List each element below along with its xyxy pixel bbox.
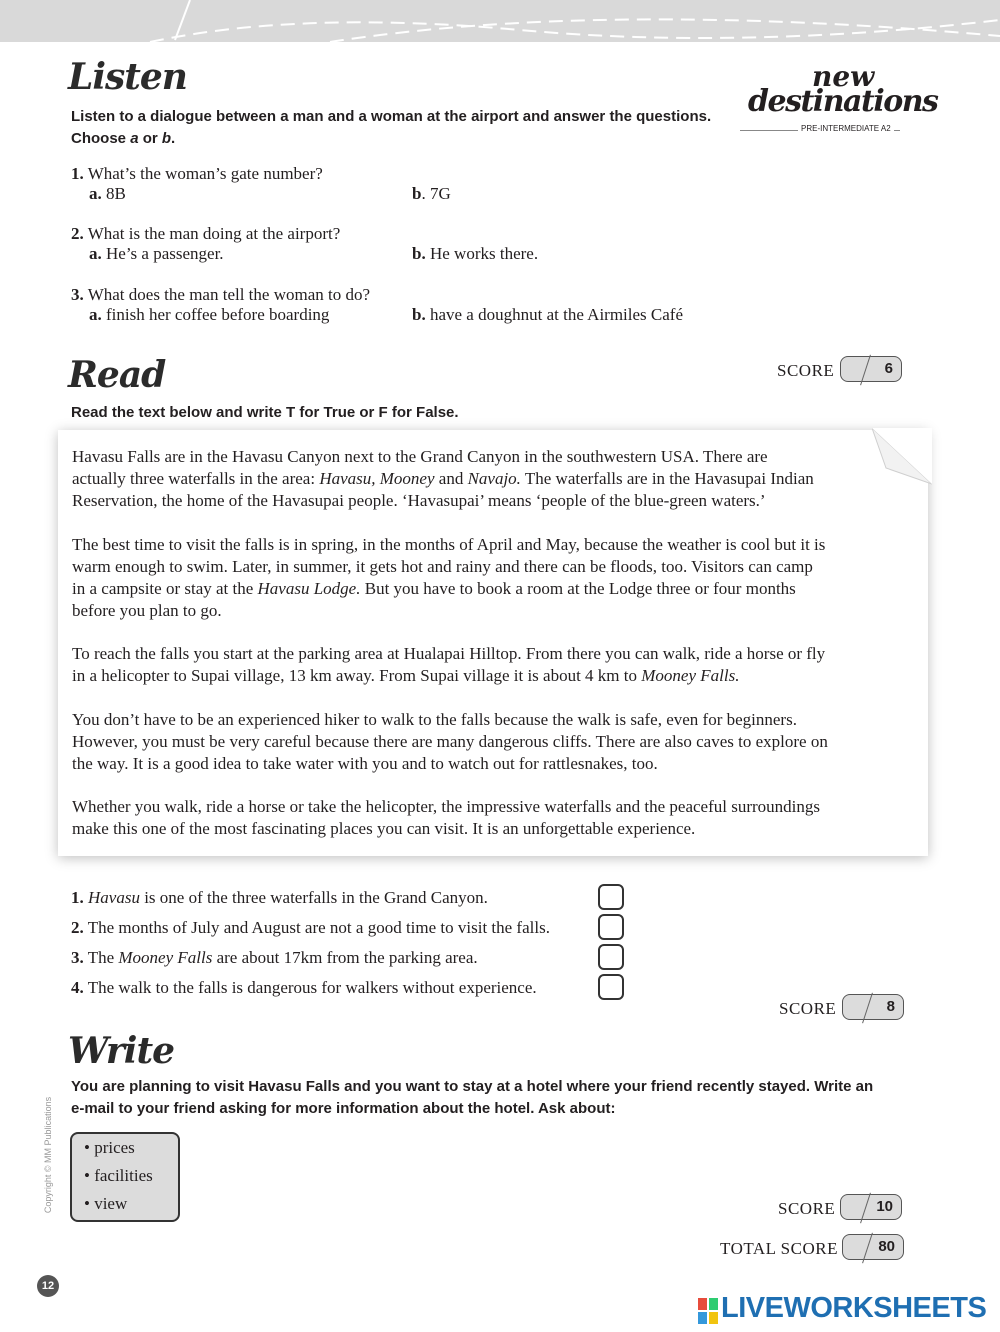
listen-instruction-line1: Listen to a dialogue between a man and a woman at the airport and answer the questions.: [71, 108, 712, 125]
new-destinations-logo: [740, 60, 938, 142]
total-score-box: [842, 1234, 904, 1260]
statement-3: 3. The Mooney Falls are about 17km from the parking area.: [71, 948, 478, 967]
listen-instruction: [71, 106, 711, 150]
write-instruction-line1: You are planning to visit Havasu Falls and you want to stay at a hotel where your friend recently stayed. Write an: [71, 1078, 874, 1095]
write-heading: Write: [68, 1030, 174, 1072]
reading-paragraph-1: Havasu Falls are in the Havasu Canyon next to the Grand Canyon in the southwestern USA. There are actually three waterfalls in the area: Havasu, Mooney and Navajo. The waterfalls are in the Havasupai Indian Reservation, the home of the Havasupai people. ‘Havasupai’ means ‘people of the blue-green waters.’: [72, 447, 814, 510]
write-score-box: [840, 1194, 902, 1220]
page-number: 12: [37, 1275, 59, 1297]
listen-q2-option-b[interactable]: b. He works there.: [412, 244, 539, 263]
statement-2-answer-box[interactable]: [598, 914, 624, 940]
listen-question-2: 2. What is the man doing at the airport?: [71, 224, 341, 243]
page-curl-icon: [872, 428, 932, 486]
liveworksheets-brand[interactable]: LIVEWORKSHEETS: [721, 1292, 987, 1324]
statement-3-answer-box[interactable]: [598, 944, 624, 970]
statement-2: 2. The months of July and August are not a good time to visit the falls.: [71, 918, 550, 937]
reading-paragraph-4: You don’t have to be an experienced hiker to walk to the falls because the walk is safe, even for beginners. However, you must be very careful because there are many dangerous cliffs. There are also caves to explore on the way. It is a good idea to take water with you and to watch out for rattlesnakes, too.: [72, 710, 828, 773]
listen-score-total: 6: [884, 360, 893, 377]
topic-facilities: • facilities: [84, 1166, 153, 1185]
topic-prices: • prices: [84, 1138, 135, 1157]
write-score-label: SCORE: [778, 1199, 836, 1218]
read-instruction: Read the text below and write T for True or F for False.: [71, 404, 459, 421]
listen-q3-option-a[interactable]: a. finish her coffee before boarding: [89, 305, 330, 324]
logo-level: PRE-INTERMEDIATE A2: [798, 124, 894, 133]
read-score-total: 8: [886, 998, 895, 1015]
logo-destinations: destinations: [748, 84, 938, 119]
statement-1-answer-box[interactable]: [598, 884, 624, 910]
read-score-box: [842, 994, 904, 1020]
listen-heading: Listen: [68, 56, 187, 98]
copyright-text: Copyright © MM Publications: [43, 1096, 53, 1214]
listen-q2-option-a[interactable]: a. He’s a passenger.: [89, 244, 224, 263]
header-band: [0, 0, 1000, 42]
read-heading: Read: [68, 354, 166, 396]
read-score-label: SCORE: [779, 999, 837, 1018]
reading-paragraph-2: The best time to visit the falls is in spring, in the months of April and May, because the weather is cool but it is warm enough to swim. Later, in summer, it gets hot and rainy and there can be floods, too. Visitors can camp in a campsite or stay at the Havasu Lodge. But you have to book a room at the Lodge three or four months before you plan to go.: [72, 535, 826, 620]
listen-q3-option-b[interactable]: b. have a doughnut at the Airmiles Café: [412, 305, 684, 324]
listen-q1-option-b[interactable]: b. 7G: [412, 184, 451, 203]
write-topics-box: [70, 1132, 180, 1222]
logo-new: new: [812, 60, 875, 93]
topic-view: • view: [84, 1194, 128, 1213]
reading-paragraph-5: Whether you walk, ride a horse or take the helicopter, the impressive waterfalls and the peaceful surroundings make this one of the most fascinating places you can visit. It is an unforgettable experience.: [72, 797, 820, 838]
statement-4-answer-box[interactable]: [598, 974, 624, 1000]
total-score-value: 80: [878, 1238, 895, 1255]
write-instruction: [71, 1076, 873, 1120]
listen-question-1: 1. What’s the woman’s gate number?: [71, 164, 323, 183]
listen-question-3: 3. What does the man tell the woman to do?: [71, 285, 371, 304]
listen-score-label: SCORE: [777, 361, 835, 380]
reading-paragraph-3: To reach the falls you start at the parking area at Hualapai Hilltop. From there you can walk, ride a horse or fly in a helicopter to Supai village, 13 km away. From Supai village it is about 4 km to Mooney Falls.: [72, 644, 826, 685]
liveworksheets-logo-icon: [698, 1298, 718, 1324]
statement-4: 4. The walk to the falls is dangerous for walkers without experience.: [71, 978, 537, 997]
write-score-total: 10: [876, 1198, 893, 1215]
decorative-lines: [0, 0, 1000, 42]
listen-score-box: [840, 356, 902, 382]
listen-q1-option-a[interactable]: a. 8B: [89, 184, 126, 203]
reading-text-box: [58, 430, 928, 856]
write-instruction-line2: e-mail to your friend asking for more information about the hotel. Ask about:: [71, 1100, 616, 1117]
total-score-label: TOTAL SCORE: [720, 1239, 838, 1258]
statement-1: 1. Havasu is one of the three waterfalls in the Grand Canyon.: [71, 888, 488, 907]
listen-instruction-line2: Choose a or b.: [71, 130, 176, 147]
